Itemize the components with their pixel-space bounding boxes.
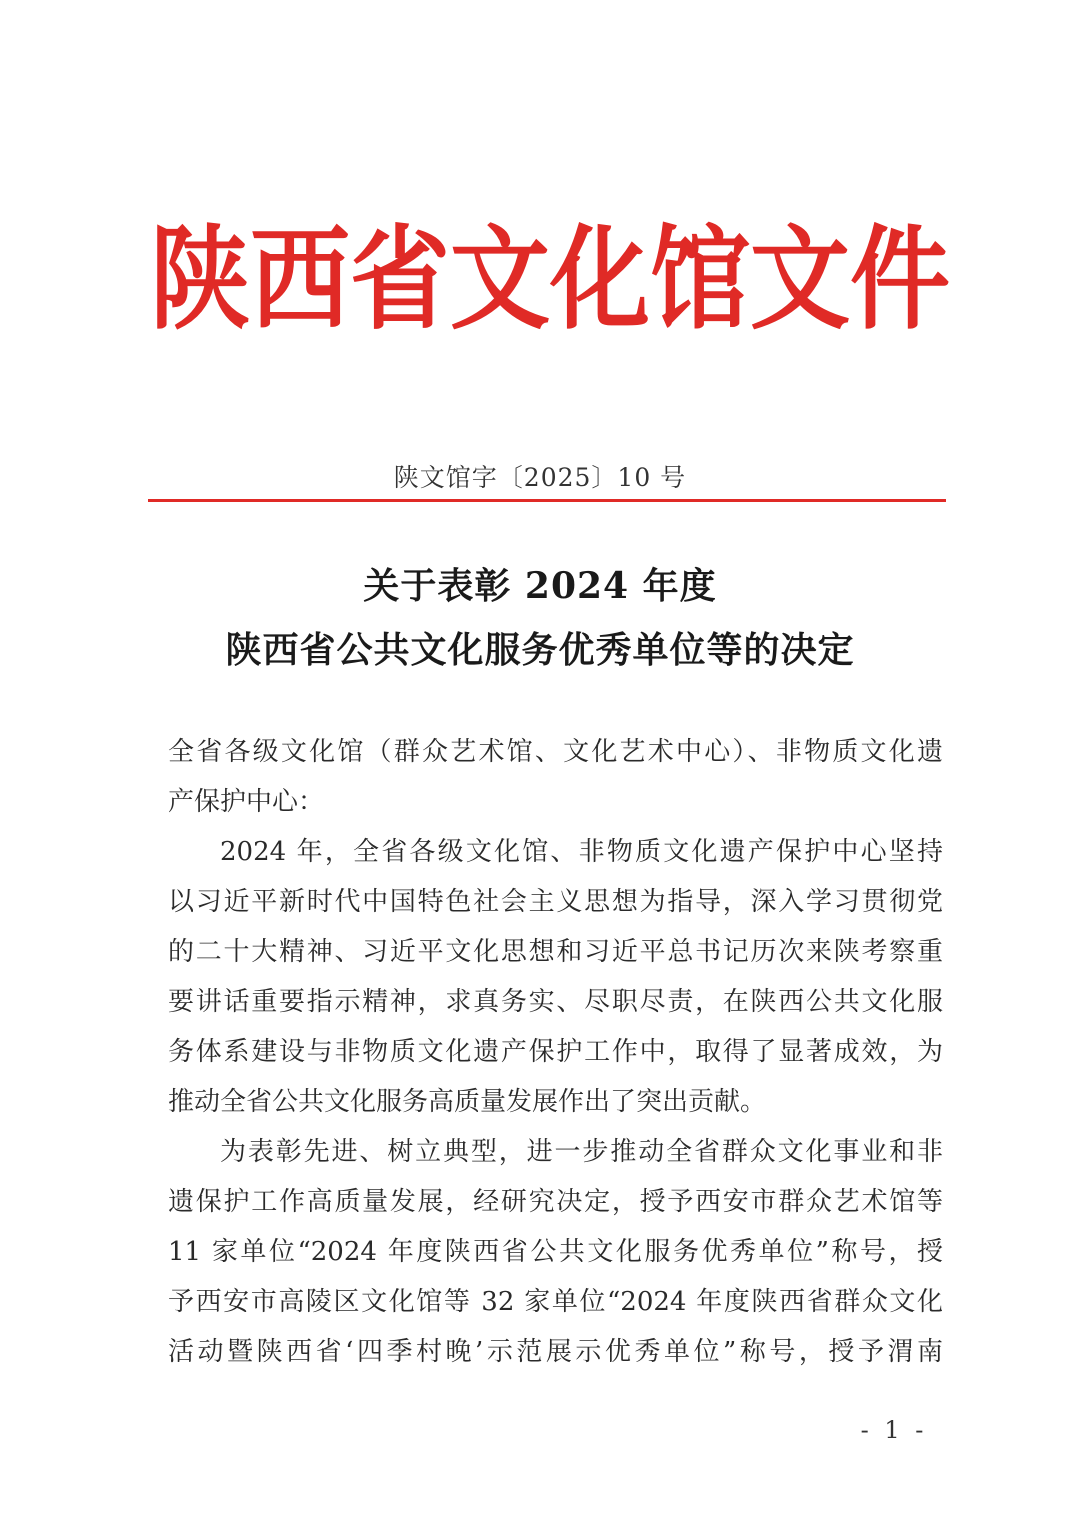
paragraph-1-line: 要讲话重要指示精神，求真务实、尽职尽责，在陕西公共文化服 [168,987,943,1017]
masthead-char: 馆 [650,213,750,345]
masthead-char: 陕 [150,213,250,345]
paragraph-1-line: 的二十大精神、习近平文化思想和习近平总书记历次来陕考察重 [168,937,943,967]
paragraph-2-line: 11 家单位“2024 年度陕西省公共文化服务优秀单位”称号，授 [168,1237,943,1267]
salutation-line: 产保护中心： [168,787,325,817]
page-number: - 1 - [860,1416,928,1444]
paragraph-2-line: 为表彰先进、树立典型，进一步推动全省群众文化事业和非 [220,1137,943,1167]
red-divider-line [148,499,946,502]
document-body [168,727,943,1377]
paragraph-1-line: 推动全省公共文化服务高质量发展作出了突出贡献。 [168,1087,767,1117]
paragraph-1-line: 2024 年，全省各级文化馆、非物质文化遗产保护中心坚持 [220,837,943,867]
paragraph-2-line: 遗保护工作高质量发展，经研究决定，授予西安市群众艺术馆等 [168,1187,943,1217]
masthead-char: 省 [350,213,450,345]
salutation-line: 全省各级文化馆（群众艺术馆、文化艺术中心）、非物质文化遗 [168,737,943,767]
paragraph-1-line: 以习近平新时代中国特色社会主义思想为指导，深入学习贯彻党 [168,887,943,917]
masthead-char: 文 [750,213,850,345]
masthead-char: 文 [450,213,550,345]
document-title-line-1: 关于表彰 2024 年度 [363,565,717,607]
paragraph-1-line: 务体系建设与非物质文化遗产保护工作中，取得了显著成效，为 [168,1037,943,1067]
masthead-char: 化 [550,213,650,345]
document-number: 陕文馆字〔2025〕10 号 [393,463,687,492]
masthead-char: 件 [850,213,950,345]
masthead [150,213,950,345]
document-title-line-2: 陕西省公共文化服务优秀单位等的决定 [225,629,855,671]
paragraph-2-line: 予西安市高陵区文化馆等 32 家单位“2024 年度陕西省群众文化 [168,1287,943,1317]
masthead-char: 西 [250,213,350,345]
paragraph-2-line: 活动暨陕西省‘四季村晚’示范展示优秀单位”称号，授予渭南 [168,1337,943,1367]
